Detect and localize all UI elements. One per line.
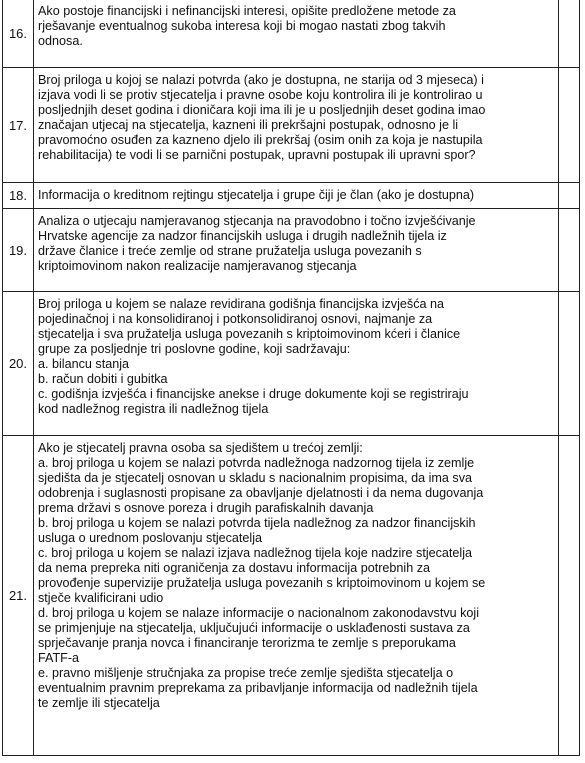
text-line: rehabilitacija) te vodi li se parnični postupak, upravni postupak ili upravni spor? xyxy=(38,148,476,162)
table-row xyxy=(3,209,580,292)
text-line: Analiza o utjecaju namjeravanog stjecanja na pravodobno i točno izvješćivanje xyxy=(38,214,476,228)
text-line: Broj priloga u kojem se nalaze revidirana godišnja financijska izvješća na xyxy=(38,297,445,311)
text-line: c. broj priloga u kojem se nalazi izjava nadležnog tijela koje nadzire stjecatelja xyxy=(38,546,473,560)
table-row xyxy=(3,68,580,183)
text-line: odnosa. xyxy=(38,34,83,48)
text-line: kod nadležnog registra ili nadležnog tijela xyxy=(38,402,269,416)
text-line: sjedišta da je stjecatelj osnovan u skladu s nacionalnim propisima, da ima sva xyxy=(38,471,473,485)
text-line: Ako je stjecatelj pravna osoba sa sjedištem u trećoj zemlji: xyxy=(38,441,363,455)
row-number: 21. xyxy=(3,436,34,756)
text-line: posljednjih deset godina i dioničara koji ima ili je u posljednjih deset godina imao xyxy=(38,103,486,117)
row-number: 16. xyxy=(3,0,34,68)
text-line: stječe kvalificirani udio xyxy=(38,591,164,605)
text-line: značajan utjecaj na stjecatelja, kazneni ili prekršajni postupak, odnosno je li xyxy=(38,118,459,132)
text-line: a. bilancu stanja xyxy=(38,357,130,371)
text-line: c. godišnja izvješća i financijske anekse i druge dokumente koji se registriraju xyxy=(38,387,469,401)
text-line: b. broj priloga u kojem se nalazi potvrda tijela nadležnog za nadzor financijskih xyxy=(38,516,476,530)
answer-cell[interactable] xyxy=(559,68,580,183)
text-line: kriptoimovinom nakon realizacije namjeravanog stjecanja xyxy=(38,259,357,273)
row-number: 18. xyxy=(3,183,34,209)
text-line: grupe za posljednje tri poslovne godine, koji sadržavaju: xyxy=(38,342,351,356)
text-line: se primjenjuje na stjecatelja, uključujući informacije o usklađenosti sustava za xyxy=(38,621,470,635)
text-line: pojedinačnoj i na konsolidiranoj i potkonsolidiranoj osnovi, najmanje za xyxy=(38,312,433,326)
text-line: te zemlje ili stjecatelja xyxy=(38,696,160,710)
table-row xyxy=(3,183,580,209)
answer-cell[interactable] xyxy=(559,436,580,756)
text-line: Ako postoje financijski i nefinancijski interesi, opišite predložene metode za xyxy=(38,4,456,18)
text-line: eventualnim pravnim preprekama za pribavljanje informacija od nadležnih tijela xyxy=(38,681,478,695)
row-text xyxy=(34,436,559,756)
text-line: stjecatelja i sva pružatelja usluga povezanih s kriptoimovinom kćeri i članice xyxy=(38,327,461,341)
text-line: b. račun dobiti i gubitka xyxy=(38,372,168,386)
table-row xyxy=(3,436,580,756)
text-line: Informacija o kreditnom rejtingu stjecatelja i grupe čiji je član (ako je dostupna) xyxy=(38,188,475,202)
row-number: 20. xyxy=(3,292,34,436)
form-table xyxy=(2,0,580,756)
text-line: e. pravno mišljenje stručnjaka za propise treće zemlje sjedišta stjecatelja o xyxy=(38,666,454,680)
text-line: a. broj priloga u kojem se nalazi potvrda nadležnoga nadzornog tijela iz zemlje xyxy=(38,456,475,470)
answer-cell[interactable] xyxy=(559,0,580,68)
text-line: države članice i treće zemlje od strane pružatelja usluga povezanih s xyxy=(38,244,422,258)
text-line: Broj priloga u kojoj se nalazi potvrda (ako je dostupna, ne starija od 3 mjeseca) i xyxy=(38,73,484,87)
text-line: sprječavanje pranja novca i financiranje terorizma te zemlje s preporukama xyxy=(38,636,456,650)
text-line: usluga o urednom poslovanju stjecatelja xyxy=(38,531,263,545)
text-line: odobrenja i suglasnosti propisane za obavljanje djelatnosti i da nema dugovanja xyxy=(38,486,484,500)
text-line: izjava vodi li se protiv stjecatelja i pravne osobe koju kontrolira ili je kontrolirao u xyxy=(38,88,483,102)
row-number: 19. xyxy=(3,209,34,292)
text-line: FATF-a xyxy=(38,651,80,665)
table-row xyxy=(3,292,580,436)
row-number: 17. xyxy=(3,68,34,183)
text-line: d. broj priloga u kojem se nalaze informacije o nacionalnom zakonodavstvu koji xyxy=(38,606,480,620)
text-line: provođenje supervizije pružatelja usluga povezanih s kriptoimovinom u kojem se xyxy=(38,576,486,590)
table-row xyxy=(3,0,580,68)
row-text xyxy=(34,183,559,209)
text-line: prema državi s osnove poreza i drugih parafiskalnih davanja xyxy=(38,501,374,515)
row-text xyxy=(34,209,559,292)
answer-cell[interactable] xyxy=(559,292,580,436)
text-line: Hrvatske agencije za nadzor financijskih usluga i drugih nadležnih tijela iz xyxy=(38,229,447,243)
row-text xyxy=(34,0,559,68)
answer-cell[interactable] xyxy=(559,183,580,209)
answer-cell[interactable] xyxy=(559,209,580,292)
text-line: da nema prepreka niti ograničenja za dostavu informacija potrebnih za xyxy=(38,561,431,575)
row-text xyxy=(34,292,559,436)
text-line: rješavanje eventualnog sukoba interesa koji bi mogao nastati zbog takvih xyxy=(38,19,446,33)
text-line: pravomoćno osuđen za kazneno djelo ili prekršaj (osim onih za koja je nastupila xyxy=(38,133,483,147)
row-text xyxy=(34,68,559,183)
